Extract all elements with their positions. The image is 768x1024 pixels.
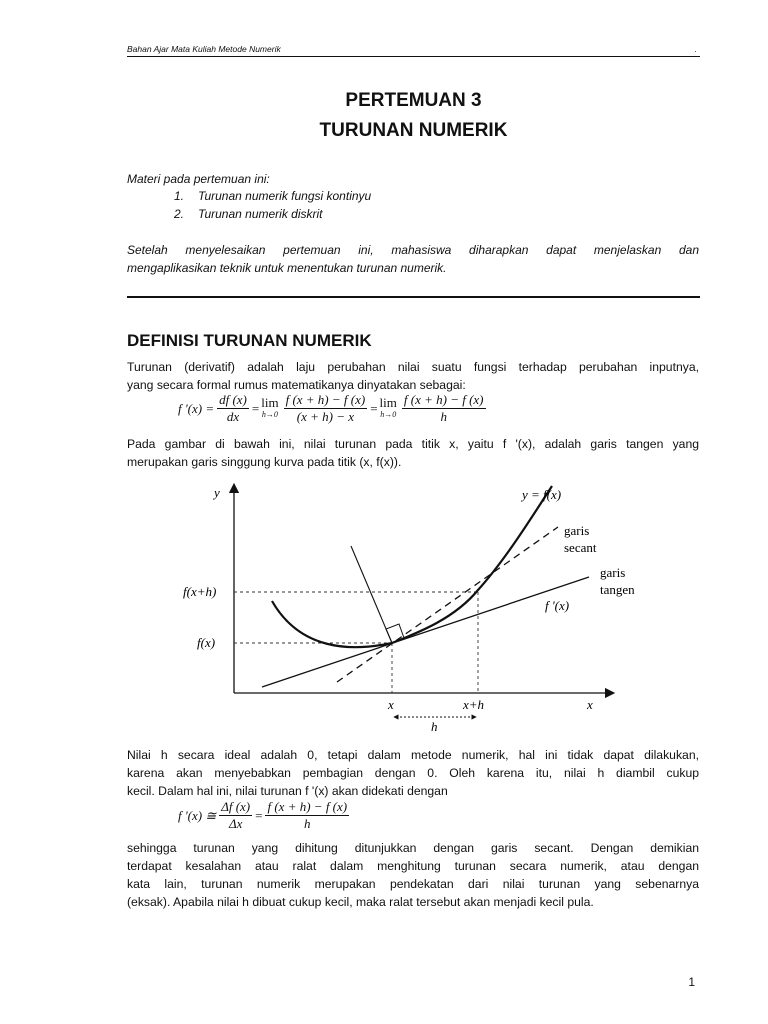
eq1-frac2-den: (x + h) − x xyxy=(296,409,355,424)
eq2-frac2-den: h xyxy=(304,816,311,831)
p3-line-2: karena akan menyebabkan pembagian dengan 0. Oleh karena itu, nilai h diambil cukup xyxy=(127,766,699,780)
eq1-frac3-den: h xyxy=(440,409,447,424)
eq2-frac1-den: Δx xyxy=(228,816,243,831)
curve-label: y = f(x) xyxy=(522,487,562,502)
fx-label: f(x) xyxy=(197,635,216,650)
intro-item-1-num: 1. xyxy=(174,189,185,203)
objective-line-2: mengaplikasikan teknik untuk menentukan turunan numerik. xyxy=(127,261,447,275)
eq1-equals-2: = xyxy=(370,400,378,416)
tangent-label-1: garis xyxy=(600,565,626,580)
normal-line xyxy=(351,546,392,643)
page-number: 1 xyxy=(688,975,695,989)
eq1-frac1-num: df (x) xyxy=(219,392,247,407)
p2-line-2: merupakan garis singgung kurva pada titik (x, f(x)). xyxy=(127,455,402,469)
x-axis-label: x xyxy=(587,697,593,712)
p2-line-1: Pada gambar di bawah ini, nilai turunan pada titik x, yaitu f '(x), adalah garis tangen yang xyxy=(127,437,699,451)
intro-item-2-num: 2. xyxy=(174,207,185,221)
eq2-frac2-num: f (x + h) − f (x) xyxy=(267,799,348,814)
x-tick-label: x xyxy=(388,697,394,712)
secant-label-1: garis xyxy=(564,523,590,538)
p1-line-1: Turunan (derivatif) adalah laju perubahan nilai suatu fungsi terhadap perubahan inputnya, xyxy=(127,360,699,374)
fxh-label: f(x+h) xyxy=(183,584,217,599)
p3-line-3: kecil. Dalam hal ini, nilai turunan f '(x) akan didekati dengan xyxy=(127,784,448,798)
p4-line-3: kata lain, turunan numerik merupakan pendekatan dari nilai turunan yang sebenarnya xyxy=(127,877,699,891)
intro-label: Materi pada pertemuan ini: xyxy=(127,172,270,186)
equation-approximation xyxy=(178,800,352,831)
secant-line xyxy=(337,527,558,682)
running-title: Bahan Ajar Mata Kuliah Metode Numerik xyxy=(127,44,281,54)
eq1-frac1-den: dx xyxy=(226,409,240,424)
tangent-line xyxy=(262,577,589,687)
p4-line-1: sehingga turunan yang dihitung ditunjukkan dengan garis secant. Dengan demikian xyxy=(127,841,699,855)
eq2-lhs: f '(x) ≅ xyxy=(178,807,217,823)
secant-label-2: secant xyxy=(564,540,597,555)
eq1-lim-2-text: lim xyxy=(379,394,397,410)
tangent-derivative-label: f '(x) xyxy=(545,598,570,613)
y-axis-label: y xyxy=(214,485,220,500)
function-curve xyxy=(272,486,552,647)
intro-item-1-text: Turunan numerik fungsi kontinyu xyxy=(198,189,372,203)
objective-line-1: Setelah menyelesaikan pertemuan ini, mahasiswa diharapkan dapat menjelaskan dan xyxy=(127,243,699,257)
p1-line-2: yang secara formal rumus matematikanya dinyatakan sebagai: xyxy=(127,378,466,392)
eq1-frac3-num: f (x + h) − f (x) xyxy=(403,392,484,407)
p4-line-4: (eksak). Apabila nilai h dibuat cukup kecil, maka ralat tersebut akan menjadi kecil pula. xyxy=(127,895,594,909)
eq1-lim-2-sub: h→0 xyxy=(380,409,397,419)
title-line-2: TURUNAN NUMERIK xyxy=(319,120,508,141)
xh-tick-label: x+h xyxy=(463,697,485,712)
eq1-lhs: f '(x) = xyxy=(178,400,215,416)
intro-item-2-text: Turunan numerik diskrit xyxy=(198,207,323,221)
eq1-lim-1-text: lim xyxy=(261,394,279,410)
h-label: h xyxy=(431,719,438,734)
header-dot: . xyxy=(694,44,697,54)
eq2-equals: = xyxy=(255,807,263,823)
tangent-label-2: tangen xyxy=(600,582,635,597)
eq2-frac2 xyxy=(265,800,349,831)
eq1-equals-1: = xyxy=(251,400,260,416)
title-line-1: PERTEMUAN 3 xyxy=(345,90,482,111)
section-heading: DEFINISI TURUNAN NUMERIK xyxy=(127,331,372,350)
eq2-frac1-num: Δf (x) xyxy=(221,799,251,814)
eq1-lim-1-sub: h→0 xyxy=(261,409,278,419)
p4-line-2: terdapat kesalahan atau ralat dalam menghitung turunan secara numerik, atau dengan xyxy=(127,859,699,873)
p3-line-1: Nilai h secara ideal adalah 0, tetapi dalam metode numerik, hal ini tidak dapat dilakukan, xyxy=(127,748,699,762)
eq1-frac2-num: f (x + h) − f (x) xyxy=(285,392,366,407)
eq2-frac1 xyxy=(219,800,252,831)
